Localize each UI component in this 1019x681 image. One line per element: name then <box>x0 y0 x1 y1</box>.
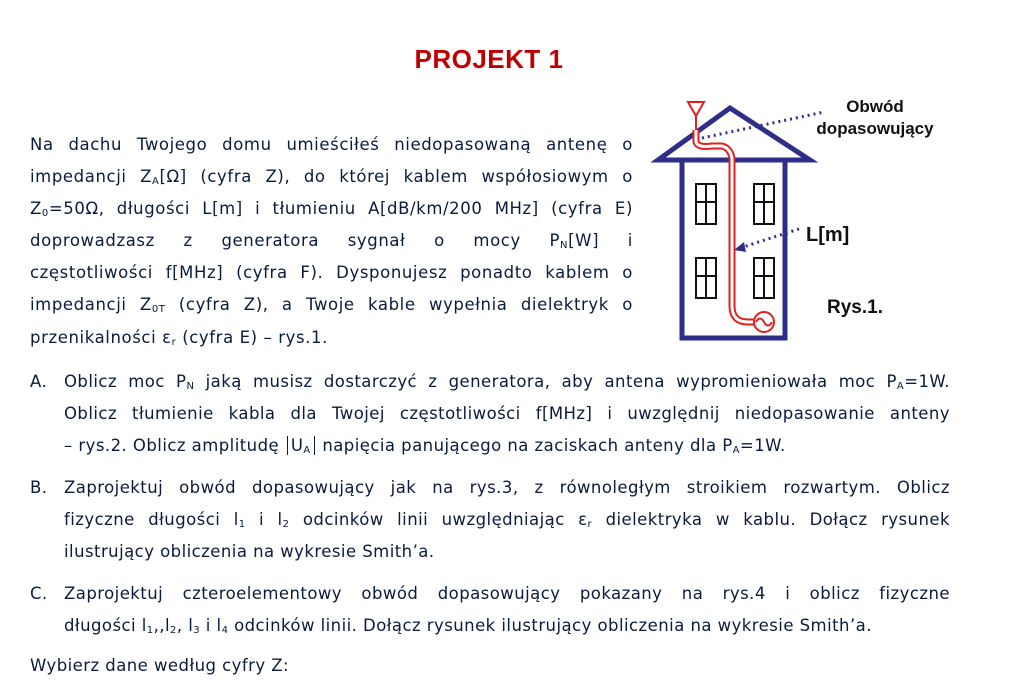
page-title: PROJEKT 1 <box>414 44 564 74</box>
task-letter: B. <box>30 477 48 497</box>
window <box>754 258 774 298</box>
intro-line: $Z_0=50\Omega$, długości L[m] i tłumieniu A[dB/km/200 MHz] (cyfra E) <box>30 199 633 220</box>
window <box>696 184 716 224</box>
pointer-length <box>740 228 802 248</box>
task-letter: C. <box>30 583 48 603</box>
abs-value: $U_A$ <box>287 436 315 455</box>
task-letter: A. <box>30 372 48 391</box>
intro-line: przenikalności $\varepsilon_r$ (cyfra E) – rys.1. <box>30 327 328 348</box>
task-item-a: A. Oblicz moc $P_N$ jaką musisz dostarczyć z generatora, aby antena wypromieniowała moc $P_A=1W$. Oblicz tłumienie kabla dla Twojej częstotliwości f[MHz] i uwzględnij niedopasowanie anteny – rys.2. Oblicz amplitudę $U_A$ napięcia panującego na zaciskach anteny dla $P_A=1W$. <box>30 366 950 462</box>
task-item-b: B. Zaprojektuj obwód dopasowujący jak na rys.3, z równoległym stroikiem rozwartym. Oblicz fizyczne długości $l_1$ i $l_2$ odcinków linii uwzględniając $\varepsilon_r$ dielektryka w kablu. Dołącz rysunek ilustrujący obliczenia na wykresie Smith’a. <box>30 472 950 568</box>
intro-line: częstotliwości f[MHz] (cyfra F). Dysponujesz ponadto kablem o <box>30 263 633 283</box>
intro-line: doprowadzasz z generatora sygnał o mocy $P_N[W]$ i <box>30 231 633 252</box>
window <box>754 184 774 224</box>
generator-icon <box>754 312 774 332</box>
footer-text: Wybierz dane według cyfry Z: <box>30 656 290 675</box>
house-roof <box>658 108 810 160</box>
intro-line: Na dachu Twojego domu umieściłeś niedopasowaną antenę o <box>30 135 633 154</box>
circuit-label: Obwód dopasowujący <box>816 97 934 138</box>
task-item-c: C. Zaprojektuj czteroelementowy obwód dopasowujący pokazany na rys.4 i oblicz fizyczne długości $l_1,,l_2$, $l_3$ i $l_4$ odcinków linii. Dołącz rysunek ilustrujący obliczenia na wykresie Smith’a. <box>30 578 950 642</box>
intro-line: impedancji $Z_{0T}$ (cyfra Z), a Twoje kable wypełnia dielektryk o <box>30 295 633 316</box>
intro-line: impedancji $Z_A[\Omega]$ (cyfra Z), do której kablem współosiowym o <box>30 167 633 188</box>
task-list <box>30 366 950 651</box>
figure-caption: Rys.1. <box>827 297 883 318</box>
window <box>696 258 716 298</box>
length-label: L[m] <box>806 224 850 246</box>
intro-paragraph <box>30 129 633 354</box>
